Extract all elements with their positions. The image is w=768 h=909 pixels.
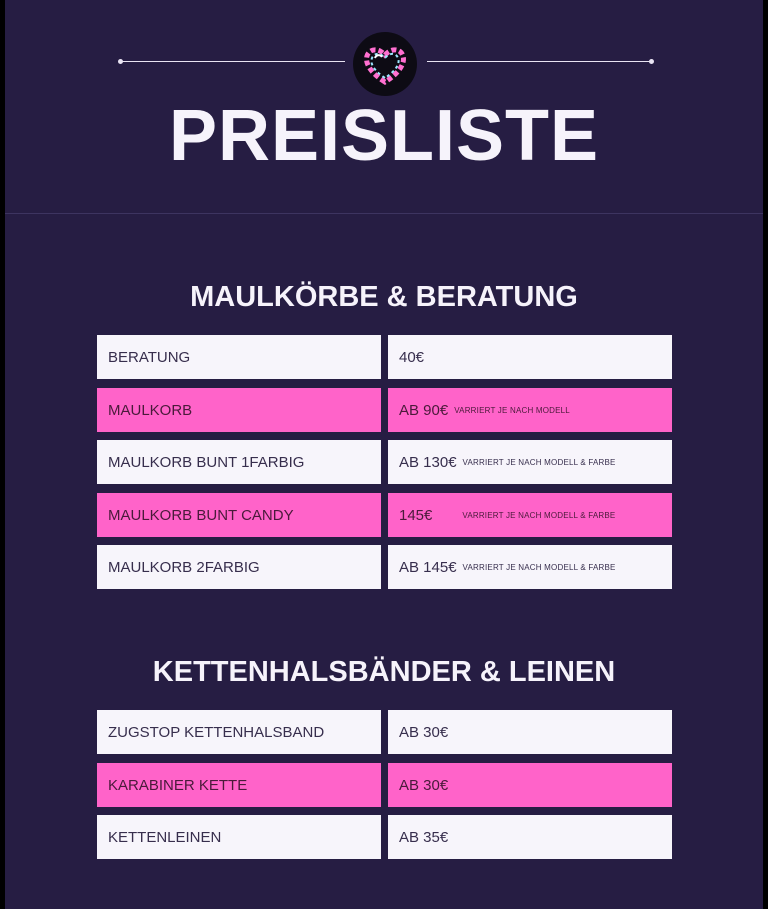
header-rule-left <box>120 61 345 62</box>
price-row-name: ZUGSTOP KETTENHALSBAND <box>97 710 381 754</box>
price-row-name: BERATUNG <box>97 335 381 379</box>
page-title: PREISLISTE <box>168 96 600 176</box>
price-row-name: KARABINER KETTE <box>97 763 381 807</box>
price-row-name: KETTENLEINEN <box>97 815 381 859</box>
price-note: VARRIERT JE NACH MODELL <box>454 405 570 415</box>
price-note: VARRIERT JE NACH MODELL & FARBE <box>462 457 616 467</box>
price-row-name: MAULKORB BUNT CANDY <box>97 493 381 537</box>
header-rule-right <box>427 61 652 62</box>
price-note: VARRIERT JE NACH MODELL & FARBE <box>462 562 616 572</box>
price-row-value <box>388 388 672 432</box>
price-row-value <box>388 815 672 859</box>
price-amount: AB 35€ <box>399 828 449 846</box>
price-row-name: MAULKORB 2FARBIG <box>97 545 381 589</box>
price-amount: AB 90€ <box>399 401 449 419</box>
price-row-value <box>388 440 672 484</box>
price-amount: 40€ <box>399 348 425 366</box>
price-note: VARRIERT JE NACH MODELL & FARBE <box>462 510 616 520</box>
heart-chain-logo-icon <box>353 32 417 96</box>
price-list-page <box>5 0 763 909</box>
price-row-name: MAULKORB BUNT 1FARBIG <box>97 440 381 484</box>
rule-dot-right <box>649 59 654 64</box>
price-amount: AB 30€ <box>399 776 449 794</box>
price-amount: AB 130€ <box>399 453 457 471</box>
price-row-value <box>388 763 672 807</box>
price-row-value <box>388 545 672 589</box>
price-amount: 145€ <box>399 506 433 524</box>
section-title-muzzles: MAULKÖRBE & BERATUNG <box>190 281 578 313</box>
price-amount: AB 30€ <box>399 723 449 741</box>
section-title-chains: KETTENHALSBÄNDER & LEINEN <box>152 656 616 688</box>
price-amount: AB 145€ <box>399 558 457 576</box>
page-header <box>5 0 763 214</box>
price-row-name: MAULKORB <box>97 388 381 432</box>
price-row-value <box>388 493 672 537</box>
price-row-value <box>388 335 672 379</box>
price-row-value <box>388 710 672 754</box>
